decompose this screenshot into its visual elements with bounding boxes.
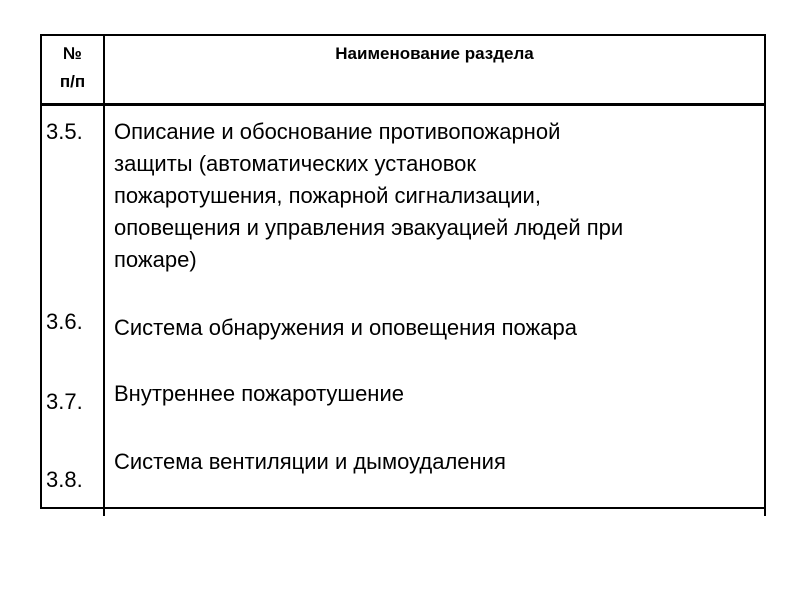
- row-title-line: Описание и обоснование противопожарной: [114, 119, 561, 144]
- header-number-line2: п/п: [59, 72, 86, 91]
- row-title: [114, 378, 714, 410]
- row-title-line: защиты (автоматических установок: [114, 151, 477, 176]
- row-number: 3.8.: [46, 467, 83, 492]
- row-number: 3.7.: [46, 389, 83, 414]
- row-number: 3.5.: [46, 119, 83, 144]
- row-title-line: Внутреннее пожаротушение: [114, 381, 404, 406]
- row-title-line: Система обнаружения и оповещения пожара: [114, 315, 577, 340]
- row-title: [114, 312, 714, 344]
- row-title-line: пожаре): [114, 247, 197, 272]
- table-left-border: [40, 34, 42, 508]
- row-title-line: оповещения и управления эвакуацией людей при: [114, 215, 624, 240]
- header-number-label: [42, 40, 103, 96]
- header-title-label: Наименование раздела: [335, 44, 534, 63]
- row-title: [114, 446, 714, 478]
- table-column-divider: [103, 34, 105, 516]
- table-right-border: [764, 34, 766, 516]
- table-bottom-border: [40, 507, 766, 509]
- row-title: [114, 116, 714, 276]
- row-number: 3.6.: [46, 309, 83, 334]
- header-number-line1: №: [63, 44, 82, 63]
- row-title-line: пожаротушения, пожарной сигнализации,: [114, 183, 541, 208]
- table-top-border: [40, 34, 766, 36]
- row-title-line: Система вентиляции и дымоудаления: [114, 449, 506, 474]
- table-header-divider: [40, 103, 766, 106]
